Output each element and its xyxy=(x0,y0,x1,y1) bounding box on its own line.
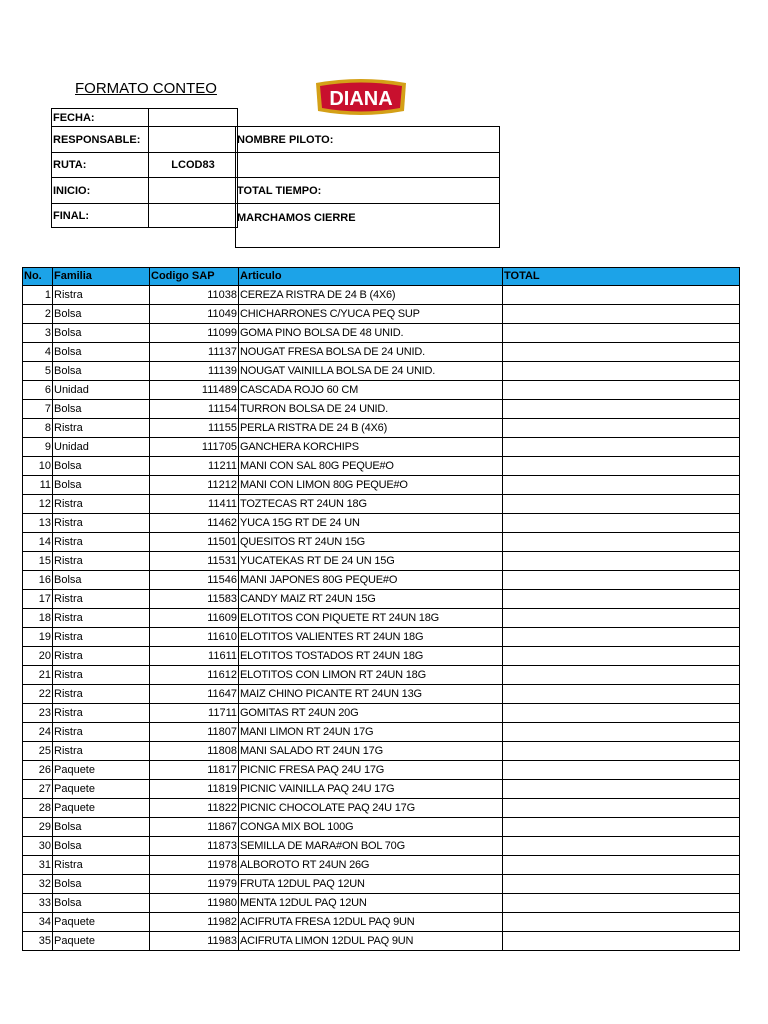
table-row xyxy=(23,438,740,457)
row-total[interactable] xyxy=(503,647,740,666)
header-row xyxy=(52,109,238,127)
table-row xyxy=(23,343,740,362)
table-row xyxy=(23,685,740,704)
row-familia: Bolsa xyxy=(53,343,150,362)
row-familia: Ristra xyxy=(53,533,150,552)
row-total[interactable] xyxy=(503,856,740,875)
row-number: 32 xyxy=(23,875,53,894)
row-codigo-sap: 11982 xyxy=(150,913,239,932)
header-label: FECHA: xyxy=(52,109,149,127)
row-articulo: MAIZ CHINO PICANTE RT 24UN 13G xyxy=(239,685,503,704)
row-total[interactable] xyxy=(503,685,740,704)
row-articulo: CANDY MAIZ RT 24UN 15G xyxy=(239,590,503,609)
table-row xyxy=(23,875,740,894)
row-total[interactable] xyxy=(503,818,740,837)
table-row xyxy=(23,362,740,381)
table-row xyxy=(23,837,740,856)
row-familia: Ristra xyxy=(53,685,150,704)
table-row xyxy=(23,856,740,875)
row-number: 27 xyxy=(23,780,53,799)
row-articulo: PICNIC FRESA PAQ 24U 17G xyxy=(239,761,503,780)
row-number: 31 xyxy=(23,856,53,875)
row-familia: Bolsa xyxy=(53,362,150,381)
row-codigo-sap: 11155 xyxy=(150,419,239,438)
row-articulo: MANI CON SAL 80G PEQUE#O xyxy=(239,457,503,476)
row-familia: Paquete xyxy=(53,761,150,780)
row-number: 26 xyxy=(23,761,53,780)
row-number: 7 xyxy=(23,400,53,419)
table-row xyxy=(23,761,740,780)
table-row xyxy=(23,932,740,951)
row-codigo-sap: 11139 xyxy=(150,362,239,381)
row-articulo: FRUTA 12DUL PAQ 12UN xyxy=(239,875,503,894)
row-total[interactable] xyxy=(503,552,740,571)
row-articulo: PICNIC CHOCOLATE PAQ 24U 17G xyxy=(239,799,503,818)
row-number: 22 xyxy=(23,685,53,704)
row-familia: Unidad xyxy=(53,438,150,457)
header-value[interactable] xyxy=(149,178,238,204)
header-label: RUTA: xyxy=(52,153,149,178)
row-total[interactable] xyxy=(503,476,740,495)
row-codigo-sap: 11819 xyxy=(150,780,239,799)
row-total[interactable] xyxy=(503,837,740,856)
row-number: 29 xyxy=(23,818,53,837)
row-articulo: CASCADA ROJO 60 CM xyxy=(239,381,503,400)
row-articulo: GANCHERA KORCHIPS xyxy=(239,438,503,457)
row-codigo-sap: 11611 xyxy=(150,647,239,666)
row-total[interactable] xyxy=(503,533,740,552)
row-number: 28 xyxy=(23,799,53,818)
logo-text: DIANA xyxy=(329,88,393,110)
row-familia: Ristra xyxy=(53,723,150,742)
row-codigo-sap: 11501 xyxy=(150,533,239,552)
row-number: 33 xyxy=(23,894,53,913)
row-articulo: CHICHARRONES C/YUCA PEQ SUP xyxy=(239,305,503,324)
table-row xyxy=(23,305,740,324)
row-familia: Ristra xyxy=(53,286,150,305)
row-codigo-sap: 11411 xyxy=(150,495,239,514)
row-number: 10 xyxy=(23,457,53,476)
table-row xyxy=(23,400,740,419)
row-familia: Bolsa xyxy=(53,400,150,419)
table-row xyxy=(23,476,740,495)
row-codigo-sap: 11038 xyxy=(150,286,239,305)
row-number: 11 xyxy=(23,476,53,495)
page-title: FORMATO CONTEO xyxy=(75,80,217,97)
col-no: No. xyxy=(23,268,53,286)
row-number: 16 xyxy=(23,571,53,590)
row-familia: Paquete xyxy=(53,799,150,818)
row-number: 30 xyxy=(23,837,53,856)
header-row xyxy=(52,204,238,228)
table-row xyxy=(23,609,740,628)
row-total[interactable] xyxy=(503,305,740,324)
table-row xyxy=(23,324,740,343)
row-codigo-sap: 11808 xyxy=(150,742,239,761)
row-number: 9 xyxy=(23,438,53,457)
row-familia: Bolsa xyxy=(53,818,150,837)
row-codigo-sap: 11612 xyxy=(150,666,239,685)
header-row xyxy=(52,153,238,178)
row-familia: Ristra xyxy=(53,590,150,609)
row-familia: Ristra xyxy=(53,666,150,685)
row-articulo: PICNIC VAINILLA PAQ 24U 17G xyxy=(239,780,503,799)
table-row xyxy=(23,704,740,723)
table-row xyxy=(23,913,740,932)
row-total[interactable] xyxy=(503,704,740,723)
row-codigo-sap: 11822 xyxy=(150,799,239,818)
table-header-row xyxy=(23,268,740,286)
row-articulo: NOUGAT VAINILLA BOLSA DE 24 UNID. xyxy=(239,362,503,381)
row-total[interactable] xyxy=(503,875,740,894)
row-familia: Bolsa xyxy=(53,457,150,476)
row-number: 17 xyxy=(23,590,53,609)
header-label: INICIO: xyxy=(52,178,149,204)
header-value[interactable] xyxy=(149,127,238,153)
row-number: 25 xyxy=(23,742,53,761)
row-articulo: GOMITAS RT 24UN 20G xyxy=(239,704,503,723)
header-value[interactable]: LCOD83 xyxy=(149,153,238,178)
row-articulo: MANI JAPONES 80G PEQUE#O xyxy=(239,571,503,590)
row-codigo-sap: 11873 xyxy=(150,837,239,856)
row-number: 3 xyxy=(23,324,53,343)
row-familia: Bolsa xyxy=(53,571,150,590)
col-total: TOTAL xyxy=(503,268,740,286)
marchamos-label: MARCHAMOS CIERRE xyxy=(236,204,500,248)
row-number: 18 xyxy=(23,609,53,628)
row-total[interactable] xyxy=(503,419,740,438)
row-codigo-sap: 11212 xyxy=(150,476,239,495)
table-row xyxy=(23,457,740,476)
table-row xyxy=(23,381,740,400)
row-familia: Bolsa xyxy=(53,305,150,324)
row-codigo-sap: 11211 xyxy=(150,457,239,476)
table-row xyxy=(23,514,740,533)
row-number: 12 xyxy=(23,495,53,514)
row-familia: Unidad xyxy=(53,381,150,400)
row-total[interactable] xyxy=(503,400,740,419)
row-total[interactable] xyxy=(503,913,740,932)
table-row xyxy=(23,571,740,590)
row-total[interactable] xyxy=(503,761,740,780)
row-codigo-sap: 11531 xyxy=(150,552,239,571)
row-articulo: YUCATEKAS RT DE 24 UN 15G xyxy=(239,552,503,571)
row-codigo-sap: 11049 xyxy=(150,305,239,324)
row-number: 6 xyxy=(23,381,53,400)
row-number: 5 xyxy=(23,362,53,381)
header-row xyxy=(52,178,238,204)
row-familia: Bolsa xyxy=(53,837,150,856)
table-row xyxy=(23,647,740,666)
row-number: 2 xyxy=(23,305,53,324)
table-row xyxy=(23,419,740,438)
header-value[interactable] xyxy=(149,204,238,228)
row-codigo-sap: 11711 xyxy=(150,704,239,723)
header-label: FINAL: xyxy=(52,204,149,228)
row-familia: Paquete xyxy=(53,932,150,951)
row-total[interactable] xyxy=(503,628,740,647)
row-total[interactable] xyxy=(503,932,740,951)
row-articulo: QUESITOS RT 24UN 15G xyxy=(239,533,503,552)
col-codigo-sap: Codigo SAP xyxy=(150,268,239,286)
row-codigo-sap: 11807 xyxy=(150,723,239,742)
row-familia: Ristra xyxy=(53,856,150,875)
row-codigo-sap: 111705 xyxy=(150,438,239,457)
row-total[interactable] xyxy=(503,438,740,457)
row-articulo: NOUGAT FRESA BOLSA DE 24 UNID. xyxy=(239,343,503,362)
row-familia: Ristra xyxy=(53,628,150,647)
row-familia: Bolsa xyxy=(53,324,150,343)
header-right-table xyxy=(235,126,500,248)
row-codigo-sap: 11609 xyxy=(150,609,239,628)
row-familia: Bolsa xyxy=(53,476,150,495)
row-codigo-sap: 11546 xyxy=(150,571,239,590)
row-familia: Ristra xyxy=(53,514,150,533)
row-total[interactable] xyxy=(503,609,740,628)
row-total[interactable] xyxy=(503,723,740,742)
row-familia: Bolsa xyxy=(53,875,150,894)
row-total[interactable] xyxy=(503,666,740,685)
row-total[interactable] xyxy=(503,571,740,590)
row-total[interactable] xyxy=(503,894,740,913)
row-number: 4 xyxy=(23,343,53,362)
table-row xyxy=(23,286,740,305)
table-row xyxy=(23,495,740,514)
row-total[interactable] xyxy=(503,590,740,609)
row-codigo-sap: 11137 xyxy=(150,343,239,362)
table-row xyxy=(23,818,740,837)
row-codigo-sap: 11867 xyxy=(150,818,239,837)
row-total[interactable] xyxy=(503,324,740,343)
row-total[interactable] xyxy=(503,514,740,533)
table-row xyxy=(23,799,740,818)
row-familia: Paquete xyxy=(53,780,150,799)
row-codigo-sap: 11583 xyxy=(150,590,239,609)
row-articulo: MENTA 12DUL PAQ 12UN xyxy=(239,894,503,913)
row-number: 14 xyxy=(23,533,53,552)
table-row xyxy=(23,666,740,685)
row-number: 20 xyxy=(23,647,53,666)
row-number: 24 xyxy=(23,723,53,742)
row-articulo: TOZTECAS RT 24UN 18G xyxy=(239,495,503,514)
header-value[interactable] xyxy=(149,109,238,127)
diana-logo xyxy=(312,77,410,117)
row-articulo: MANI LIMON RT 24UN 17G xyxy=(239,723,503,742)
row-codigo-sap: 11980 xyxy=(150,894,239,913)
row-total[interactable] xyxy=(503,799,740,818)
row-number: 13 xyxy=(23,514,53,533)
row-articulo: GOMA PINO BOLSA DE 48 UNID. xyxy=(239,324,503,343)
row-codigo-sap: 11154 xyxy=(150,400,239,419)
row-articulo: MANI CON LIMON 80G PEQUE#O xyxy=(239,476,503,495)
row-articulo: ELOTITOS VALIENTES RT 24UN 18G xyxy=(239,628,503,647)
row-articulo: CONGA MIX BOL 100G xyxy=(239,818,503,837)
header-left-table xyxy=(51,108,238,228)
count-table xyxy=(22,267,740,951)
row-total[interactable] xyxy=(503,742,740,761)
row-familia: Ristra xyxy=(53,609,150,628)
row-codigo-sap: 11983 xyxy=(150,932,239,951)
row-articulo: SEMILLA DE MARA#ON BOL 70G xyxy=(239,837,503,856)
piloto-label: NOMBRE PILOTO: xyxy=(236,127,500,153)
row-articulo: PERLA RISTRA DE 24 B (4X6) xyxy=(239,419,503,438)
row-total[interactable] xyxy=(503,457,740,476)
row-familia: Ristra xyxy=(53,742,150,761)
row-codigo-sap: 11647 xyxy=(150,685,239,704)
table-row xyxy=(23,780,740,799)
row-articulo: ELOTITOS CON LIMON RT 24UN 18G xyxy=(239,666,503,685)
row-codigo-sap: 11099 xyxy=(150,324,239,343)
row-articulo: ACIFRUTA FRESA 12DUL PAQ 9UN xyxy=(239,913,503,932)
row-codigo-sap: 11462 xyxy=(150,514,239,533)
table-row xyxy=(23,894,740,913)
row-codigo-sap: 11817 xyxy=(150,761,239,780)
row-articulo: ELOTITOS CON PIQUETE RT 24UN 18G xyxy=(239,609,503,628)
row-articulo: MANI SALADO RT 24UN 17G xyxy=(239,742,503,761)
row-total[interactable] xyxy=(503,495,740,514)
table-row xyxy=(23,533,740,552)
row-familia: Ristra xyxy=(53,419,150,438)
col-familia: Familia xyxy=(53,268,150,286)
row-number: 1 xyxy=(23,286,53,305)
row-number: 35 xyxy=(23,932,53,951)
row-codigo-sap: 111489 xyxy=(150,381,239,400)
row-total[interactable] xyxy=(503,362,740,381)
row-familia: Paquete xyxy=(53,913,150,932)
row-total[interactable] xyxy=(503,343,740,362)
row-articulo: ELOTITOS TOSTADOS RT 24UN 18G xyxy=(239,647,503,666)
row-articulo: YUCA 15G RT DE 24 UN xyxy=(239,514,503,533)
row-codigo-sap: 11610 xyxy=(150,628,239,647)
row-familia: Bolsa xyxy=(53,894,150,913)
row-number: 21 xyxy=(23,666,53,685)
table-row xyxy=(23,742,740,761)
row-number: 19 xyxy=(23,628,53,647)
row-articulo: CEREZA RISTRA DE 24 B (4X6) xyxy=(239,286,503,305)
row-number: 34 xyxy=(23,913,53,932)
row-articulo: ALBOROTO RT 24UN 26G xyxy=(239,856,503,875)
row-familia: Ristra xyxy=(53,647,150,666)
piloto-value-cell[interactable] xyxy=(236,153,500,178)
row-number: 23 xyxy=(23,704,53,723)
row-familia: Ristra xyxy=(53,495,150,514)
row-total[interactable] xyxy=(503,780,740,799)
table-row xyxy=(23,628,740,647)
row-familia: Ristra xyxy=(53,552,150,571)
row-articulo: TURRON BOLSA DE 24 UNID. xyxy=(239,400,503,419)
row-total[interactable] xyxy=(503,381,740,400)
table-row xyxy=(23,552,740,571)
row-familia: Ristra xyxy=(53,704,150,723)
row-codigo-sap: 11978 xyxy=(150,856,239,875)
row-total[interactable] xyxy=(503,286,740,305)
row-number: 15 xyxy=(23,552,53,571)
row-codigo-sap: 11979 xyxy=(150,875,239,894)
tiempo-label: TOTAL TIEMPO: xyxy=(236,178,500,204)
col-articulo: Articulo xyxy=(239,268,503,286)
header-row xyxy=(52,127,238,153)
row-number: 8 xyxy=(23,419,53,438)
table-row xyxy=(23,723,740,742)
table-row xyxy=(23,590,740,609)
header-label: RESPONSABLE: xyxy=(52,127,149,153)
row-articulo: ACIFRUTA LIMON 12DUL PAQ 9UN xyxy=(239,932,503,951)
